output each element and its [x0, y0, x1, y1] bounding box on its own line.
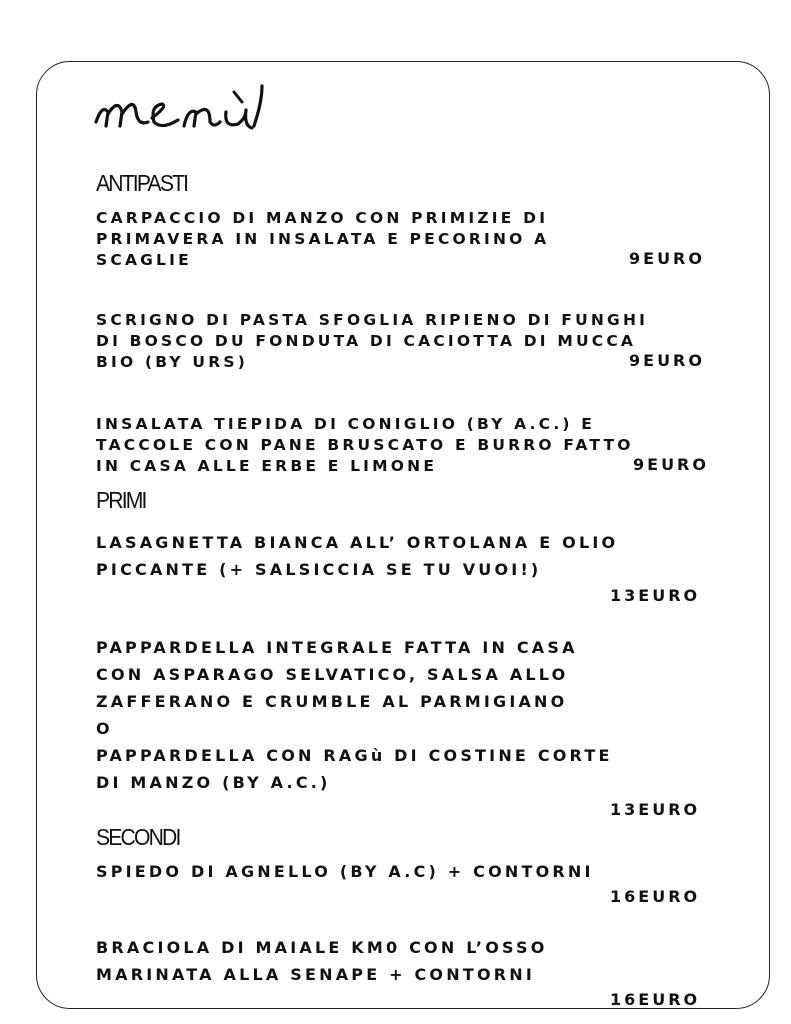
section-primi-heading: PRIMI	[96, 487, 146, 513]
menu-item-price: 9EURO	[629, 249, 705, 268]
menu-item-price: 9EURO	[633, 455, 709, 474]
menu-item-text: BRACIOLA DI MAIALE KM0 CON L’OSSO MARINATA ALLA SENAPE + CONTORNI	[96, 938, 548, 984]
menu-item-text: SCRIGNO DI PASTA SFOGLIA RIPIENO DI FUNGHI DI BOSCO DU FONDUTA DI CACIOTTA DI MUCCA BIO (BY URS)	[96, 311, 649, 371]
menu-item-text: INSALATA TIEPIDA DI CONIGLIO (BY A.C.) E TACCOLE CON PANE BRUSCATO E BURRO FATTO IN CASA ALLE ERBE E LIMONE	[96, 415, 634, 475]
menu-item-price: 16EURO	[610, 990, 701, 1009]
menu-item-text: SPIEDO DI AGNELLO (BY A.C) + CONTORNI	[96, 862, 594, 881]
menu-title	[92, 82, 332, 142]
menu-item-price: 13EURO	[610, 800, 701, 819]
section-secondi-heading: SECONDI	[96, 824, 180, 850]
menu-title-script	[92, 82, 332, 142]
section-antipasti-heading: ANTIPASTI	[96, 170, 188, 196]
menu-item-price: 16EURO	[610, 887, 701, 906]
menu-item-text: LASAGNETTA BIANCA ALL’ ORTOLANA E OLIO PICCANTE (+ SALSICCIA SE TU VUOI!)	[96, 533, 619, 579]
menu-item-text: PAPPARDELLA INTEGRALE FATTA IN CASA CON ASPARAGO SELVATICO, SALSA ALLO ZAFFERANO E CRUMBLE AL PARMIGIANO O PAPPARDELLA CON RAGù DI COSTINE CORTE DI MANZO (BY A.C.)	[96, 638, 613, 792]
menu-item-text: CARPACCIO DI MANZO CON PRIMIZIE DI PRIMAVERA IN INSALATA E PECORINO A SCAGLIE	[96, 209, 550, 269]
menu-item-price: 9EURO	[629, 351, 705, 370]
menu-item-price: 13EURO	[610, 586, 701, 605]
